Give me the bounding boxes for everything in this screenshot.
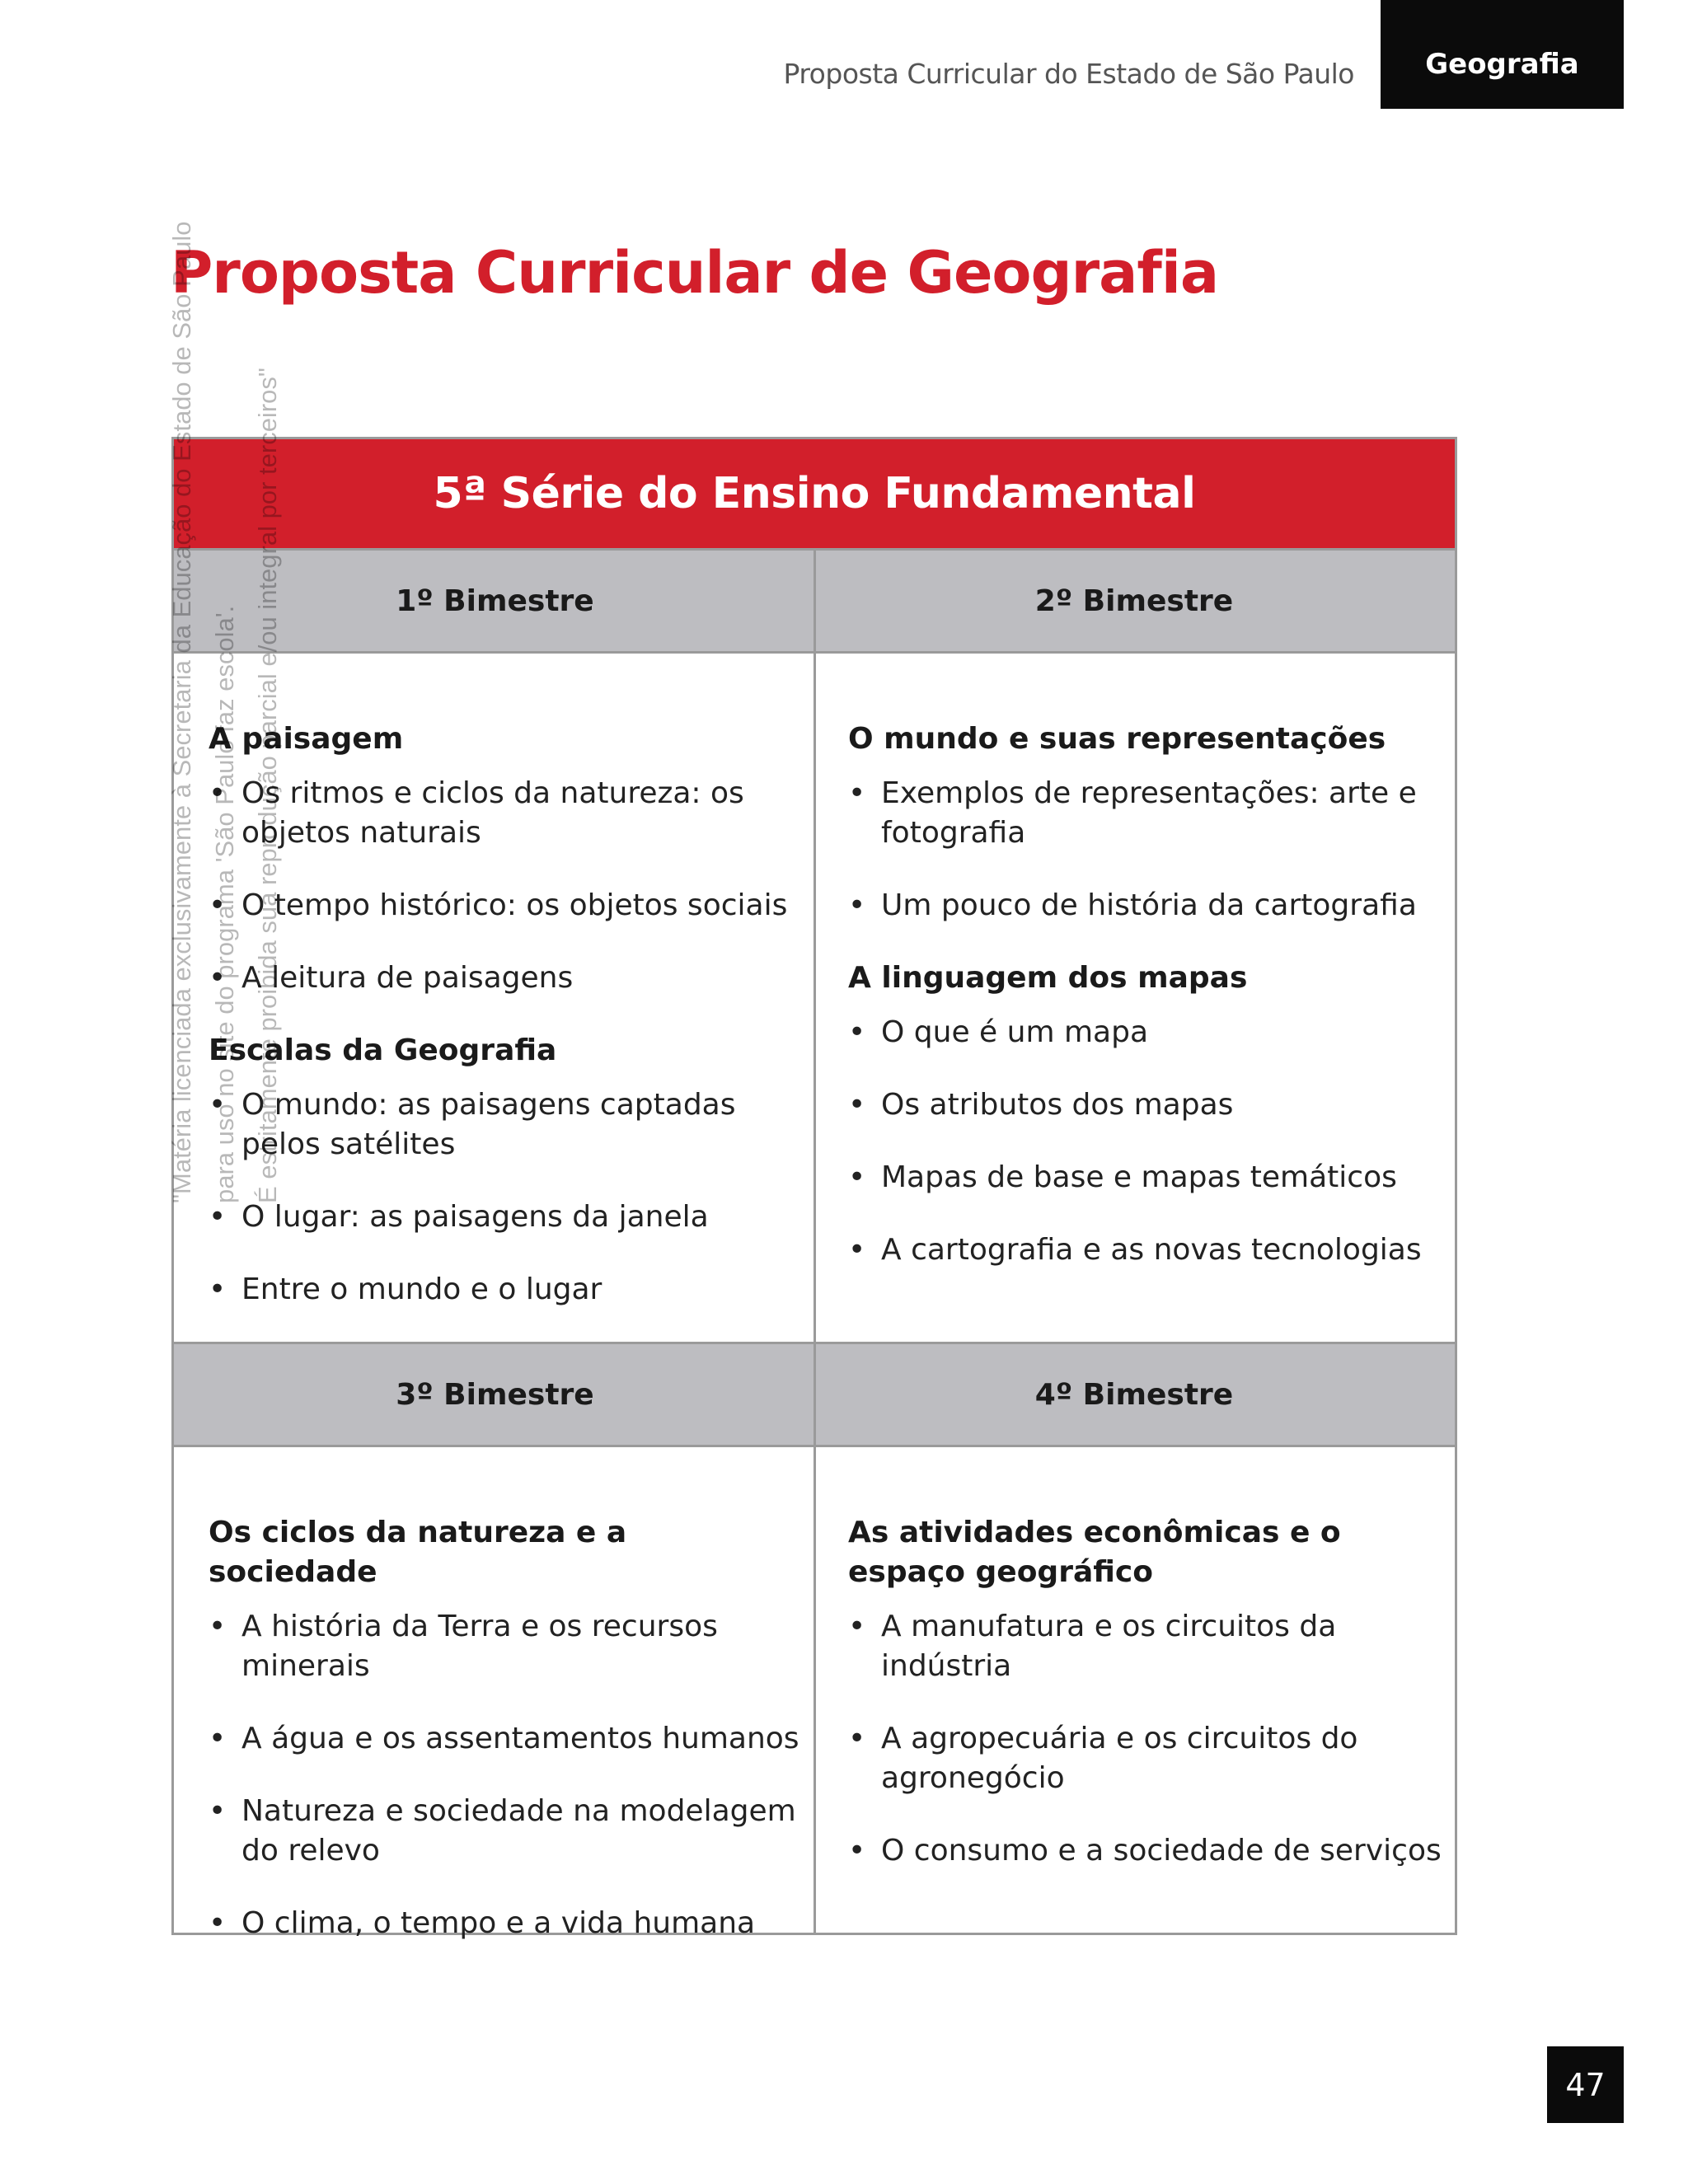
topic-list [848,774,1442,926]
term-cell-2 [848,719,1442,1303]
watermark-line: para uso no site do programa 'São Paulo faz escola'. [210,605,239,1203]
topic-list [848,1607,1442,1871]
topic-list [209,774,802,998]
subject-tab: Geografia [1381,0,1624,109]
list-item: • Os atributos dos mapas [848,1085,1442,1125]
list-item: • Natureza e sociedade na modelagem do relevo [209,1792,802,1871]
list-item: • O tempo histórico: os objetos sociais [209,886,802,926]
list-item: • Entre o mundo e o lugar [209,1270,802,1310]
list-item: • A cartografia e as novas tecnologias [848,1230,1442,1270]
term-header-1: 1º Bimestre [174,548,816,654]
page-title: Proposta Curricular de Geografia [171,239,1219,307]
term-cell-4 [848,1513,1442,1904]
topic-list [209,1607,802,1943]
term-header-3: 3º Bimestre [174,1342,816,1447]
list-item: • O que é um mapa [848,1013,1442,1052]
page-number: 47 [1547,2046,1624,2123]
list-item: • A leitura de paisagens [209,958,802,998]
list-item: • Mapas de base e mapas temáticos [848,1158,1442,1197]
list-item: • A água e os assentamentos humanos [209,1719,802,1759]
list-item: • A história da Terra e os recursos minerais [209,1607,802,1686]
term-header-4: 4º Bimestre [814,1342,1455,1447]
topic-list [209,1085,802,1310]
section-title: A paisagem [209,722,404,756]
grade-header: 5ª Série do Ensino Fundamental [174,439,1455,548]
section-title: As atividades econômicas e o espaço geográfico [848,1516,1341,1589]
list-item: • A manufatura e os circuitos da indústria [848,1607,1442,1686]
term-cell-3 [209,1513,802,1976]
watermark-line: É estritamente proibida sua reprodução parcial e/ou integral por terceiros" [253,368,282,1203]
list-item: • O lugar: as paisagens da janela [209,1197,802,1237]
list-item: • O clima, o tempo e a vida humana [209,1904,802,1943]
section-title: Os ciclos da natureza e a sociedade [209,1516,627,1589]
topic-list [848,1013,1442,1270]
running-header-title: Proposta Curricular do Estado de São Paulo [783,58,1354,90]
section-title: A linguagem dos mapas [848,961,1248,995]
column-divider [814,548,816,1933]
term-header-2: 2º Bimestre [814,548,1455,654]
list-item: • O mundo: as paisagens captadas pelos satélites [209,1085,802,1165]
list-item: • O consumo e a sociedade de serviços [848,1831,1442,1871]
curriculum-table [171,437,1457,1940]
term-cell-1 [209,719,802,1343]
list-item: • Um pouco de história da cartografia [848,886,1442,926]
section-title: Escalas da Geografia [209,1033,557,1067]
list-item: • Os ritmos e ciclos da natureza: os objetos naturais [209,774,802,853]
watermark-line: "Matéria licenciada exclusivamente à Secretaria da Educação do Estado de São Paulo [167,221,196,1203]
section-title: O mundo e suas representações [848,722,1386,756]
list-item: • A agropecuária e os circuitos do agronegócio [848,1719,1442,1798]
list-item: • Exemplos de representações: arte e fotografia [848,774,1442,853]
